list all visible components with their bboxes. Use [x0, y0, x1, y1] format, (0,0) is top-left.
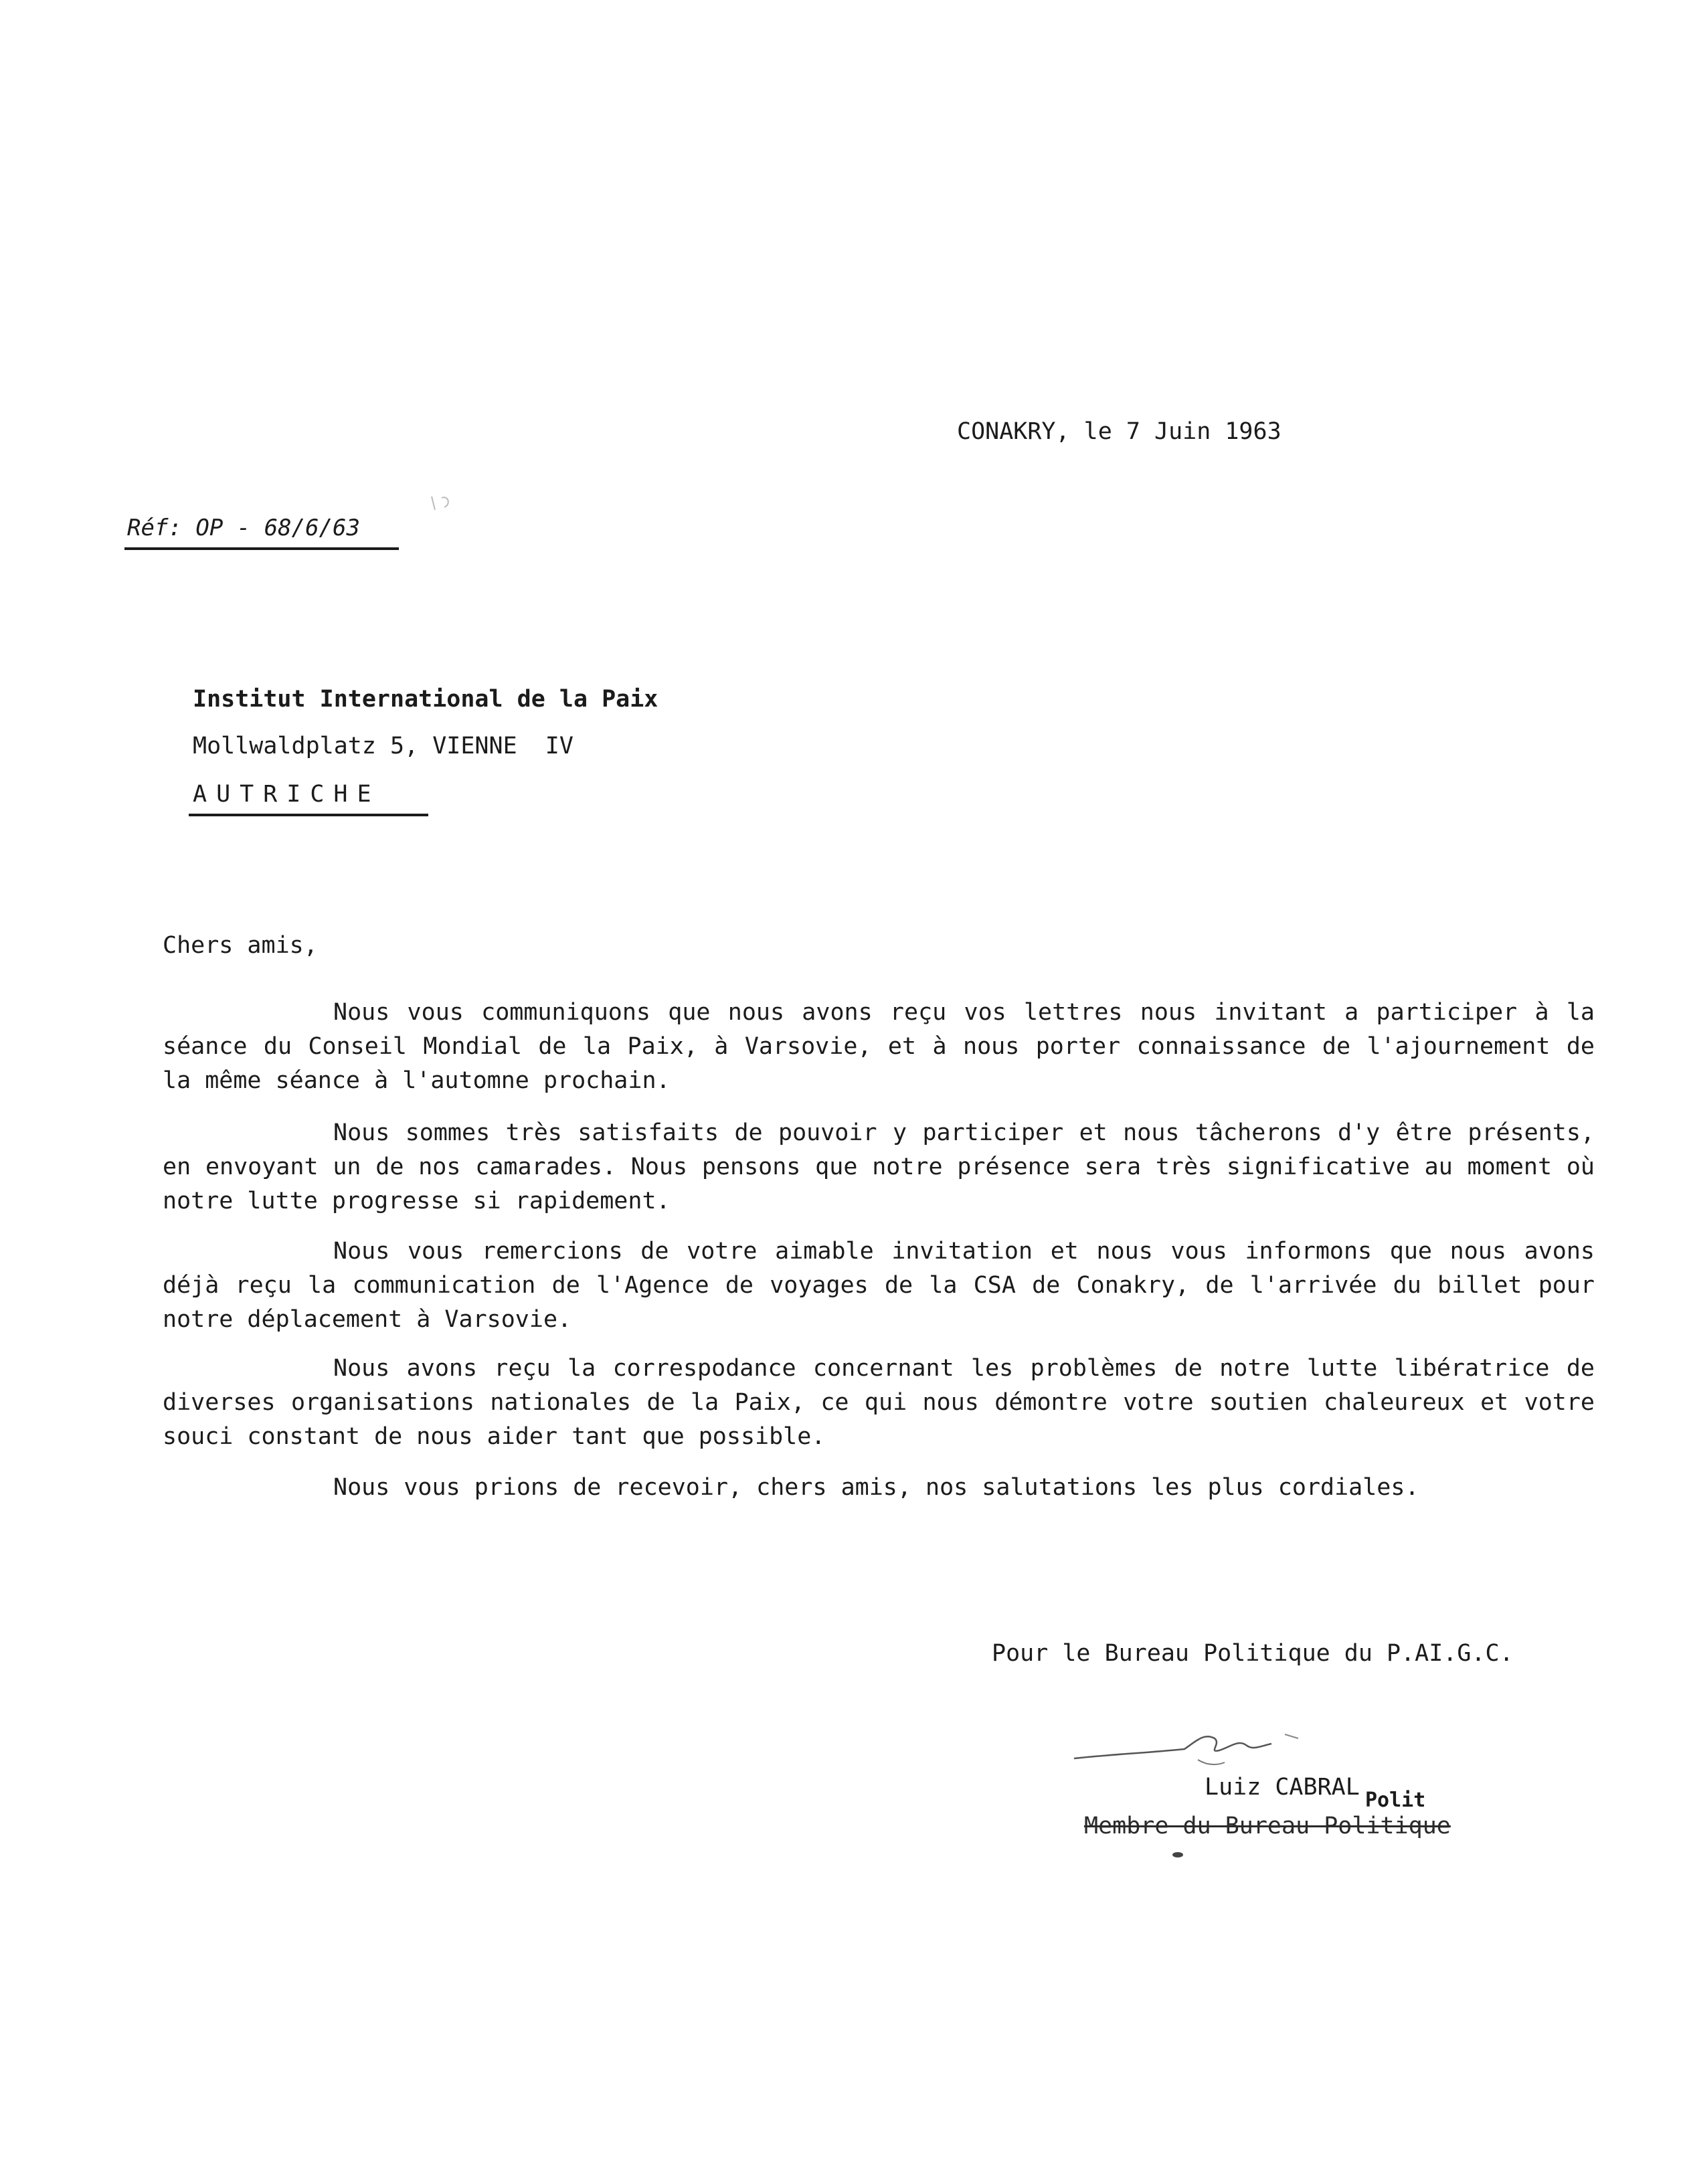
signature-overwrite: Polit [1365, 1789, 1426, 1812]
body-paragraph-4 [163, 1352, 1595, 1454]
handwritten-signature [1071, 1720, 1312, 1780]
paragraph-2-text: Nous sommes très satisfaits de pouvoir y participer et nous tâcherons d'y être présents, en envoyant un de nos camarades. Nous pensons que notre présence sera très significative au moment où notre lutte progresse si rapidement. [163, 1119, 1595, 1214]
paragraph-3-text: Nous vous remercions de votre aimable invitation et nous vous informons que nous avons déjà reçu la communication de l'Agence de voyages de la CSA de Conakry, de l'arrivée du billet pour notre déplacement à Varsovie. [163, 1238, 1595, 1333]
ink-blot [1168, 1848, 1188, 1861]
paragraph-1-text: Nous vous communiquons que nous avons reçu vos lettres nous invitant a participer à la séance du Conseil Mondial de la Paix, à Varsovie, et à nous porter connaissance de l'ajournement de la même séance à l'automne prochain. [163, 999, 1595, 1094]
reference-underline [124, 547, 399, 550]
faint-handwritten-mark [428, 490, 468, 517]
country-underline [189, 814, 428, 816]
body-paragraph-2 [163, 1116, 1595, 1218]
signatory-name: Luiz CABRAL [1205, 1774, 1360, 1801]
body-paragraph-3 [163, 1235, 1595, 1337]
body-paragraph-1 [163, 996, 1595, 1098]
recipient-organization: Institut International de la Paix [193, 686, 658, 713]
recipient-street: Mollwaldplatz 5, VIENNE IV [193, 733, 573, 759]
salutation: Chers amis, [163, 932, 318, 959]
closing-line: Pour le Bureau Politique du P.AI.G.C. [992, 1640, 1514, 1667]
reference-number: Réf: OP - 68/6/63 [127, 515, 360, 541]
paragraph-5-text: Nous vous prions de recevoir, chers amis, nos salutations les plus cordiales. [333, 1474, 1419, 1501]
body-paragraph-5 [163, 1471, 1595, 1505]
signatory-title: Membre du Bureau Politique [1084, 1813, 1451, 1839]
recipient-country: AUTRICHE [193, 781, 381, 808]
paragraph-4-text: Nous avons reçu la correspodance concernant les problèmes de notre lutte libératrice de diverses organisations nationales de la Paix, ce qui nous démontre votre soutien chaleureux et votre souci constant de nous aider tant que possible. [163, 1355, 1595, 1450]
date-line: CONAKRY, le 7 Juin 1963 [957, 418, 1281, 445]
